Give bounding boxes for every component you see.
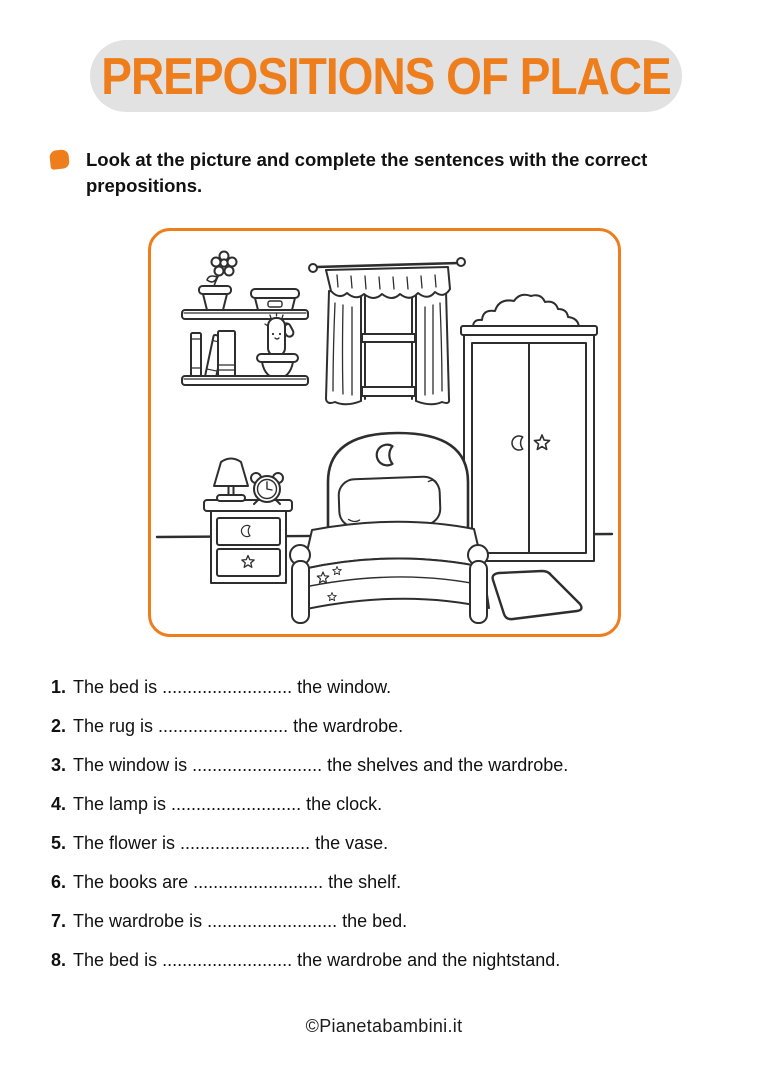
sentence-text: The rug is .......................... the wardrobe.	[73, 716, 404, 736]
sentence-row	[51, 870, 731, 895]
picture-frame	[148, 228, 621, 637]
sentence-row	[51, 675, 731, 700]
bed	[290, 433, 489, 623]
rug	[493, 571, 582, 619]
wall-shelves	[182, 252, 308, 386]
sentence-number: 8.	[51, 950, 67, 970]
storage-box	[251, 289, 299, 310]
orange-bullet-icon	[49, 149, 70, 170]
cactus	[257, 313, 298, 378]
lamp	[214, 459, 248, 502]
sentence-text: The window is .......................... the shelves and the wardrobe.	[73, 755, 569, 775]
sentence-list	[51, 675, 731, 987]
sentence-text: The books are .......................... the shelf.	[73, 872, 402, 892]
page-title: PREPOSITIONS OF PLACE	[101, 46, 671, 106]
sentence-text: The wardrobe is .......................... the bed.	[73, 911, 408, 931]
headboard-moon-icon	[377, 445, 393, 466]
sentence-number: 2.	[51, 716, 67, 736]
sentence-row	[51, 909, 731, 934]
moon-handle-icon	[512, 436, 523, 450]
sentence-text: The bed is .......................... the wardrobe and the nightstand.	[73, 950, 561, 970]
sentence-number: 6.	[51, 872, 67, 892]
window	[309, 258, 465, 404]
pillow	[338, 476, 441, 527]
title-banner	[90, 40, 682, 112]
sentence-text: The lamp is .......................... the clock.	[73, 794, 383, 814]
sentence-number: 1.	[51, 677, 67, 697]
flower-pot	[199, 252, 237, 311]
nightstand	[204, 500, 292, 583]
sentence-number: 4.	[51, 794, 67, 814]
sentence-row	[51, 792, 731, 817]
sentence-row	[51, 948, 731, 973]
sentence-number: 3.	[51, 755, 67, 775]
sentence-row	[51, 831, 731, 856]
instruction-block	[50, 147, 690, 199]
bedroom-illustration	[151, 231, 618, 634]
wardrobe	[461, 295, 597, 561]
sentence-row	[51, 753, 731, 778]
sentence-row	[51, 714, 731, 739]
sentence-text: The flower is .......................... the vase.	[73, 833, 389, 853]
sentence-number: 5.	[51, 833, 67, 853]
books	[191, 331, 235, 378]
sentence-number: 7.	[51, 911, 67, 931]
instruction-text: Look at the picture and complete the sentences with the correct prepositions.	[86, 149, 648, 196]
sentence-text: The bed is .......................... the window.	[73, 677, 392, 697]
copyright-credit: ©Pianetabambini.it	[305, 1016, 463, 1036]
